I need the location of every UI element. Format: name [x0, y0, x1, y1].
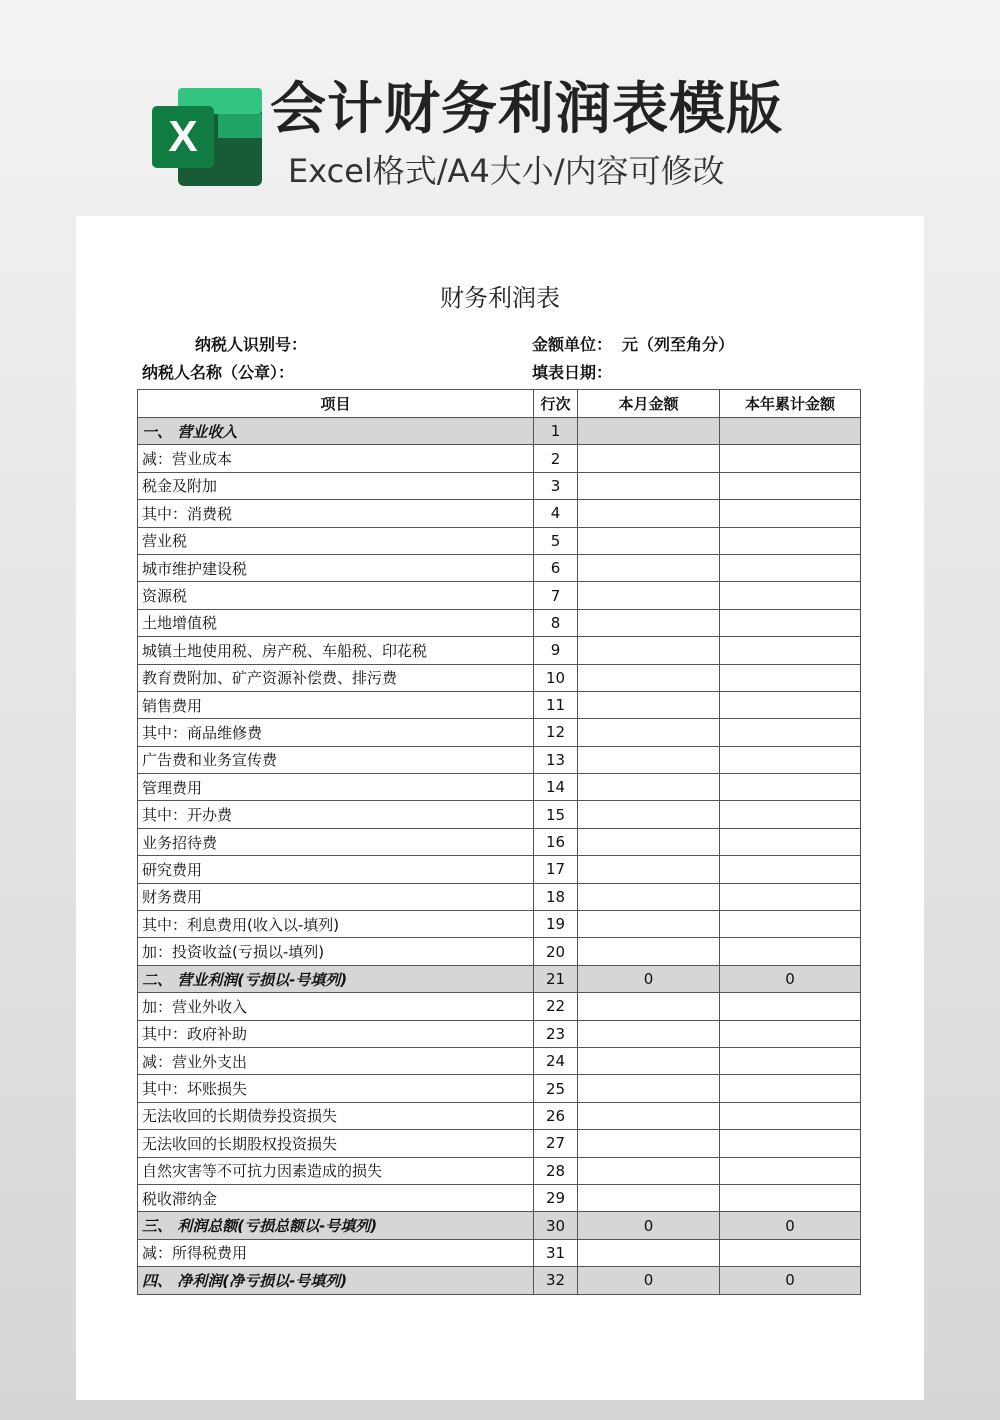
- row-item-cell: 其中：政府补助: [138, 1020, 534, 1047]
- row-line-cell: 24: [534, 1047, 578, 1074]
- table-row: [138, 418, 861, 445]
- taxpayer-id-label: 纳税人识别号：: [195, 335, 308, 354]
- row-item-cell: 一、 营业收入: [138, 418, 534, 445]
- table-row: [138, 1075, 861, 1102]
- row-year-amount-cell[interactable]: [720, 1130, 861, 1157]
- table-row: [138, 801, 861, 828]
- row-line-cell: 30: [534, 1212, 578, 1239]
- table-row: [138, 1212, 861, 1239]
- row-year-amount-cell[interactable]: [720, 527, 861, 554]
- row-year-amount-cell[interactable]: [720, 801, 861, 828]
- row-line-cell: 2: [534, 445, 578, 472]
- table-row: [138, 1020, 861, 1047]
- row-month-amount-cell[interactable]: [578, 1184, 720, 1211]
- row-year-amount-cell[interactable]: [720, 828, 861, 855]
- row-line-cell: 17: [534, 856, 578, 883]
- row-line-cell: 18: [534, 883, 578, 910]
- profit-statement-table: [137, 389, 861, 1295]
- row-month-amount-cell[interactable]: 0: [578, 1212, 720, 1239]
- row-month-amount-cell[interactable]: [578, 1047, 720, 1074]
- header-item: 项目: [138, 390, 534, 418]
- row-item-cell: 业务招待费: [138, 828, 534, 855]
- row-year-amount-cell[interactable]: [720, 1020, 861, 1047]
- row-month-amount-cell[interactable]: [578, 746, 720, 773]
- table-row: [138, 1130, 861, 1157]
- row-line-cell: 25: [534, 1075, 578, 1102]
- row-item-cell: 研究费用: [138, 856, 534, 883]
- row-item-cell: 二、 营业利润(亏损以-号填列): [138, 965, 534, 992]
- row-year-amount-cell[interactable]: [720, 1075, 861, 1102]
- row-month-amount-cell[interactable]: [578, 774, 720, 801]
- table-row: [138, 911, 861, 938]
- row-item-cell: 其中：坏账损失: [138, 1075, 534, 1102]
- table-row: [138, 664, 861, 691]
- row-line-cell: 28: [534, 1157, 578, 1184]
- table-row: [138, 828, 861, 855]
- row-month-amount-cell[interactable]: [578, 472, 720, 499]
- row-month-amount-cell[interactable]: [578, 527, 720, 554]
- row-item-cell: 税金及附加: [138, 472, 534, 499]
- header-current-month: 本月金额: [578, 390, 720, 418]
- row-line-cell: 9: [534, 637, 578, 664]
- table-row: [138, 445, 861, 472]
- table-row: [138, 774, 861, 801]
- table-row: [138, 965, 861, 992]
- row-line-cell: 11: [534, 691, 578, 718]
- row-item-cell: 其中：开办费: [138, 801, 534, 828]
- row-year-amount-cell[interactable]: [720, 637, 861, 664]
- row-line-cell: 21: [534, 965, 578, 992]
- row-item-cell: 减：所得税费用: [138, 1239, 534, 1266]
- row-item-cell: 财务费用: [138, 883, 534, 910]
- table-row: [138, 1267, 861, 1294]
- row-month-amount-cell[interactable]: [578, 1020, 720, 1047]
- row-month-amount-cell[interactable]: [578, 500, 720, 527]
- row-line-cell: 5: [534, 527, 578, 554]
- row-item-cell: 无法收回的长期债券投资损失: [138, 1102, 534, 1129]
- row-line-cell: 8: [534, 609, 578, 636]
- row-line-cell: 15: [534, 801, 578, 828]
- row-month-amount-cell[interactable]: [578, 554, 720, 581]
- row-item-cell: 教育费附加、矿产资源补偿费、排污费: [138, 664, 534, 691]
- row-line-cell: 22: [534, 993, 578, 1020]
- row-line-cell: 13: [534, 746, 578, 773]
- row-month-amount-cell[interactable]: 0: [578, 1267, 720, 1294]
- row-line-cell: 12: [534, 719, 578, 746]
- row-year-amount-cell[interactable]: [720, 472, 861, 499]
- row-year-amount-cell[interactable]: [720, 993, 861, 1020]
- row-line-cell: 14: [534, 774, 578, 801]
- row-year-amount-cell[interactable]: [720, 1184, 861, 1211]
- row-month-amount-cell[interactable]: [578, 1075, 720, 1102]
- row-year-amount-cell[interactable]: 0: [720, 1267, 861, 1294]
- row-item-cell: 三、 利润总额(亏损总额以-号填列): [138, 1212, 534, 1239]
- row-month-amount-cell[interactable]: [578, 609, 720, 636]
- row-month-amount-cell[interactable]: [578, 664, 720, 691]
- row-item-cell: 土地增值税: [138, 609, 534, 636]
- row-item-cell: 管理费用: [138, 774, 534, 801]
- header-line-no: 行次: [534, 390, 578, 418]
- table-row: [138, 637, 861, 664]
- row-item-cell: 减：营业外支出: [138, 1047, 534, 1074]
- table-row: [138, 1157, 861, 1184]
- row-year-amount-cell[interactable]: [720, 1239, 861, 1266]
- table-row: [138, 691, 861, 718]
- row-year-amount-cell[interactable]: [720, 856, 861, 883]
- row-month-amount-cell[interactable]: [578, 828, 720, 855]
- row-year-amount-cell[interactable]: [720, 911, 861, 938]
- row-month-amount-cell[interactable]: [578, 418, 720, 445]
- row-month-amount-cell[interactable]: [578, 445, 720, 472]
- row-line-cell: 6: [534, 554, 578, 581]
- banner-subtitle: Excel格式/A4大小/内容可修改: [288, 152, 725, 190]
- row-line-cell: 3: [534, 472, 578, 499]
- excel-logo-letter: X: [168, 112, 198, 161]
- row-year-amount-cell[interactable]: 0: [720, 1212, 861, 1239]
- report-date-label: 填表日期：: [532, 363, 613, 382]
- row-year-amount-cell[interactable]: [720, 609, 861, 636]
- row-line-cell: 27: [534, 1130, 578, 1157]
- row-line-cell: 31: [534, 1239, 578, 1266]
- row-item-cell: 其中：消费税: [138, 500, 534, 527]
- row-item-cell: 销售费用: [138, 691, 534, 718]
- row-item-cell: 加：投资收益(亏损以-填列): [138, 938, 534, 965]
- table-row: [138, 1102, 861, 1129]
- row-month-amount-cell[interactable]: [578, 1157, 720, 1184]
- row-month-amount-cell[interactable]: [578, 1239, 720, 1266]
- amount-unit: [532, 334, 734, 356]
- banner: [0, 0, 1000, 215]
- row-month-amount-cell[interactable]: [578, 691, 720, 718]
- row-year-amount-cell[interactable]: [720, 883, 861, 910]
- table-row: [138, 609, 861, 636]
- row-year-amount-cell[interactable]: [720, 445, 861, 472]
- excel-logo-icon: [152, 86, 264, 188]
- table-row: [138, 719, 861, 746]
- table-row: [138, 993, 861, 1020]
- row-year-amount-cell[interactable]: [720, 582, 861, 609]
- table-row: [138, 500, 861, 527]
- row-item-cell: 资源税: [138, 582, 534, 609]
- row-month-amount-cell[interactable]: [578, 801, 720, 828]
- banner-title: 会计财务利润表模版: [270, 77, 783, 142]
- row-line-cell: 23: [534, 1020, 578, 1047]
- row-line-cell: 29: [534, 1184, 578, 1211]
- row-year-amount-cell[interactable]: [720, 691, 861, 718]
- row-line-cell: 7: [534, 582, 578, 609]
- table-row: [138, 472, 861, 499]
- row-item-cell: 自然灾害等不可抗力因素造成的损失: [138, 1157, 534, 1184]
- table-row: [138, 1184, 861, 1211]
- row-month-amount-cell[interactable]: [578, 637, 720, 664]
- row-year-amount-cell[interactable]: [720, 1102, 861, 1129]
- row-item-cell: 减：营业成本: [138, 445, 534, 472]
- amount-unit-value: 元（列至角分）: [622, 335, 735, 354]
- row-year-amount-cell[interactable]: [720, 746, 861, 773]
- row-line-cell: 4: [534, 500, 578, 527]
- row-year-amount-cell[interactable]: 0: [720, 965, 861, 992]
- row-item-cell: 城市维护建设税: [138, 554, 534, 581]
- row-item-cell: 城镇土地使用税、房产税、车船税、印花税: [138, 637, 534, 664]
- amount-unit-label: 金额单位：: [532, 335, 613, 354]
- row-line-cell: 10: [534, 664, 578, 691]
- document-title: 财务利润表: [440, 284, 560, 312]
- table-row: [138, 527, 861, 554]
- row-line-cell: 32: [534, 1267, 578, 1294]
- row-month-amount-cell[interactable]: [578, 993, 720, 1020]
- row-year-amount-cell[interactable]: [720, 1047, 861, 1074]
- row-month-amount-cell[interactable]: [578, 582, 720, 609]
- table-row: [138, 582, 861, 609]
- row-year-amount-cell[interactable]: [720, 500, 861, 527]
- table-header-row: [138, 390, 861, 418]
- row-month-amount-cell[interactable]: [578, 938, 720, 965]
- row-line-cell: 20: [534, 938, 578, 965]
- table-row: [138, 554, 861, 581]
- header-year-to-date: 本年累计金额: [720, 390, 861, 418]
- row-line-cell: 26: [534, 1102, 578, 1129]
- row-line-cell: 19: [534, 911, 578, 938]
- row-year-amount-cell[interactable]: [720, 719, 861, 746]
- row-item-cell: 其中：商品维修费: [138, 719, 534, 746]
- row-month-amount-cell[interactable]: [578, 856, 720, 883]
- row-year-amount-cell[interactable]: [720, 664, 861, 691]
- row-month-amount-cell[interactable]: [578, 1130, 720, 1157]
- row-month-amount-cell[interactable]: 0: [578, 965, 720, 992]
- row-month-amount-cell[interactable]: [578, 911, 720, 938]
- row-item-cell: 四、 净利润(净亏损以-号填列): [138, 1267, 534, 1294]
- row-month-amount-cell[interactable]: [578, 719, 720, 746]
- table-row: [138, 856, 861, 883]
- row-item-cell: 广告费和业务宣传费: [138, 746, 534, 773]
- taxpayer-name-label: 纳税人名称（公章）：: [142, 363, 295, 382]
- row-year-amount-cell[interactable]: [720, 1157, 861, 1184]
- row-month-amount-cell[interactable]: [578, 1102, 720, 1129]
- row-year-amount-cell[interactable]: [720, 938, 861, 965]
- row-year-amount-cell[interactable]: [720, 554, 861, 581]
- row-year-amount-cell[interactable]: [720, 774, 861, 801]
- table-row: [138, 938, 861, 965]
- table-row: [138, 746, 861, 773]
- row-item-cell: 其中：利息费用(收入以-填列): [138, 911, 534, 938]
- row-year-amount-cell[interactable]: [720, 418, 861, 445]
- row-month-amount-cell[interactable]: [578, 883, 720, 910]
- table-row: [138, 883, 861, 910]
- row-item-cell: 加：营业外收入: [138, 993, 534, 1020]
- row-line-cell: 16: [534, 828, 578, 855]
- row-item-cell: 营业税: [138, 527, 534, 554]
- table-row: [138, 1047, 861, 1074]
- row-line-cell: 1: [534, 418, 578, 445]
- row-item-cell: 税收滞纳金: [138, 1184, 534, 1211]
- table-row: [138, 1239, 861, 1266]
- row-item-cell: 无法收回的长期股权投资损失: [138, 1130, 534, 1157]
